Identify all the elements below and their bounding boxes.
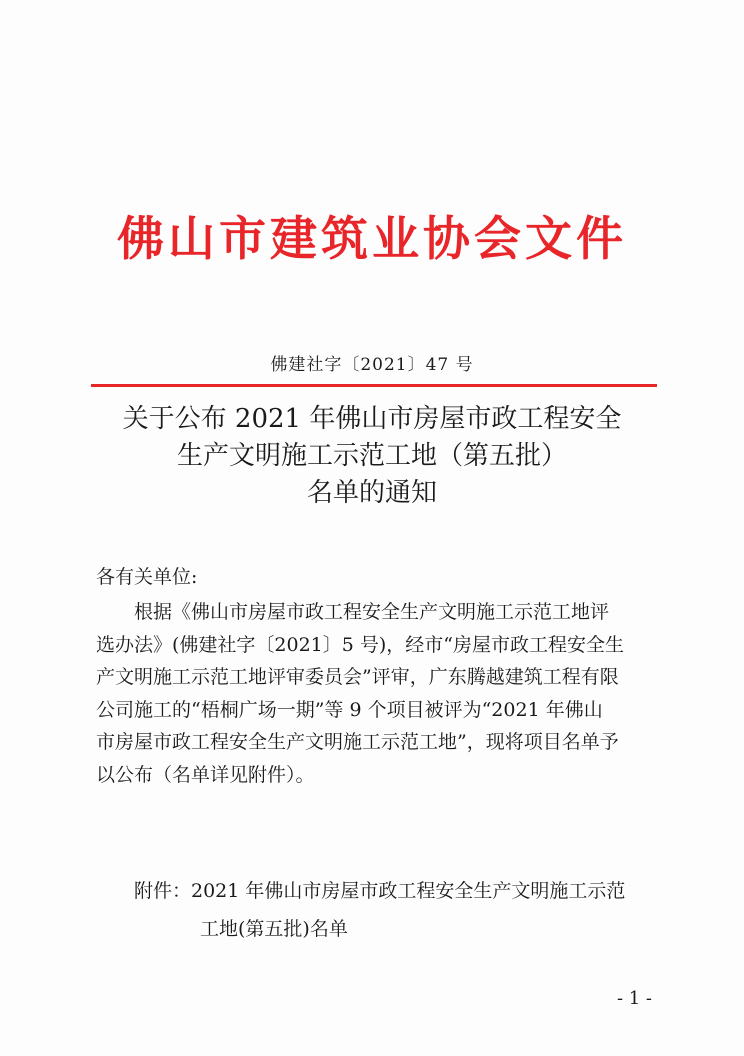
salutation: 各有关单位: [96,566,198,588]
notice-title [0,401,744,512]
body-line: 以公布（名单详见附件）。 [96,763,315,786]
title-line-1: 关于公布 2021 年佛山市房屋市政工程安全 [122,404,622,434]
red-divider-line [91,384,657,387]
body-line: 根据《佛山市房屋市政工程安全生产文明施工示范工地评 [134,601,610,623]
body-line: 选办法》(佛建社字〔2021〕5 号)，经市“房屋市政工程安全生 [96,633,625,656]
body-paragraph [96,596,662,792]
body-line: 市房屋市政工程安全生产文明施工示范工地”，现将项目名单予 [96,731,619,754]
attachment-line-2: 工地(第五批)名单 [200,918,348,940]
title-line-3: 名单的通知 [306,478,437,508]
attachment-note [134,872,625,948]
attachment-line-1: 附件：2021 年佛山市房屋市政工程安全生产文明施工示范 [134,880,626,902]
title-line-2: 生产文明施工示范工地（第五批） [176,441,567,471]
document-number: 佛建社字〔2021〕47 号 [270,355,474,375]
page-number: - 1 - [616,988,652,1009]
body-line: 公司施工的“梧桐广场一期”等 9 个项目被评为“2021 年佛山 [96,698,603,721]
issuer-masthead: 佛山市建筑业协会文件 [117,212,627,267]
body-line: 产文明施工示范工地评审委员会”评审，广东腾越建筑工程有限 [96,666,619,689]
